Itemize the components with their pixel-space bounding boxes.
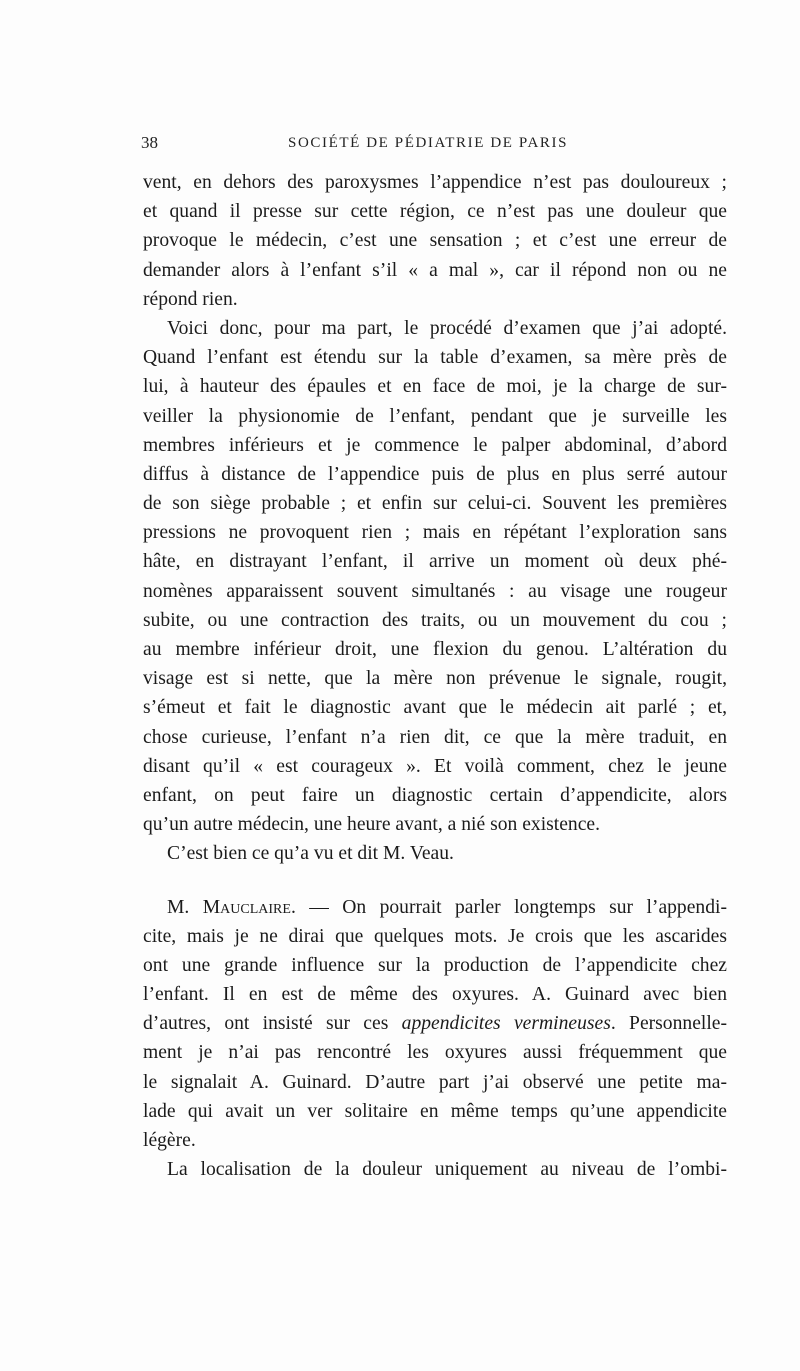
text-line: ont une grande influence sur la production de l’appendicite chez bbox=[143, 954, 727, 976]
text-line: visage est si nette, que la mère non prévenue le signale, rougit, bbox=[143, 668, 727, 690]
text-line: nomènes apparaissent souvent simultanés : au visage une rougeur bbox=[143, 580, 727, 602]
text-line: membres inférieurs et je commence le palper abdominal, d’abord bbox=[143, 434, 727, 456]
text-line: La localisation de la douleur uniquement au niveau de l’ombi- bbox=[167, 1159, 727, 1181]
text-line: lui, à hauteur des épaules et en face de moi, je la charge de sur- bbox=[143, 376, 727, 398]
text-line: au membre inférieur droit, une flexion du genou. L’altération du bbox=[143, 639, 727, 660]
italic-term: appendicites vermineuses bbox=[401, 1013, 611, 1035]
text-line: lade qui avait un ver solitaire en même temps qu’une appendicite bbox=[143, 1100, 727, 1122]
speaker-name: Mauclaire bbox=[202, 896, 291, 918]
text-line: diffus à distance de l’appendice puis de plus en plus serré autour bbox=[143, 463, 727, 485]
text-line: veiller la physionomie de l’enfant, pendant que je surveille les bbox=[143, 405, 727, 427]
text-line: Quand l’enfant est étendu sur la table d’examen, sa mère près de bbox=[143, 347, 727, 369]
text-line: enfant, on peut faire un diagnostic certain d’appendicite, alors bbox=[143, 784, 727, 806]
text-line: cite, mais je ne dirai que quelques mots. Je crois que les ascarides bbox=[143, 925, 727, 947]
running-title: SOCIÉTÉ DE PÉDIATRIE DE PARIS bbox=[288, 135, 569, 151]
text-line-with-italic bbox=[143, 1009, 727, 1038]
text-line: et quand il presse sur cette région, ce n’est pas une douleur que bbox=[143, 201, 727, 223]
text-line: chose curieuse, l’enfant n’a rien dit, ce que la mère traduit, en bbox=[143, 726, 727, 748]
text-line: s’émeut et fait le diagnostic avant que le médecin ait parlé ; et, bbox=[143, 697, 727, 719]
text-line: qu’un autre médecin, une heure avant, a nié son existence. bbox=[143, 814, 600, 836]
text-line: Voici donc, pour ma part, le procédé d’examen que j’ai adopté. bbox=[167, 317, 727, 339]
text-line: provoque le médecin, c’est une sensation ; et c’est une erreur de bbox=[143, 230, 727, 252]
page-number: 38 bbox=[141, 133, 158, 152]
text-fragment: d’autres, ont insisté sur ces bbox=[143, 1013, 402, 1035]
paragraph-gap bbox=[143, 869, 727, 893]
text-line: le signalait A. Guinard. D’autre part j’ai observé une petite ma- bbox=[143, 1071, 727, 1093]
text-line: répond rien. bbox=[143, 288, 238, 310]
text-line: disant qu’il « est courageux ». Et voilà comment, chez le jeune bbox=[143, 755, 727, 777]
text-line: ment je n’ai pas rencontré les oxyures aussi fréquemment que bbox=[143, 1042, 727, 1064]
text-fragment: . Personnelle- bbox=[610, 1013, 727, 1035]
text-line: légère. bbox=[143, 1130, 196, 1151]
speaker-prefix: M. bbox=[167, 896, 203, 918]
text-line: l’enfant. Il en est de même des oxyures. A. Guinard avec bien bbox=[143, 984, 727, 1006]
text-line: C’est bien ce qu’a vu et dit M. Veau. bbox=[167, 843, 454, 865]
speaker-line bbox=[143, 893, 727, 922]
body-text bbox=[143, 168, 727, 1184]
text-line: subite, ou une contraction des traits, ou un mouvement du cou ; bbox=[143, 609, 727, 631]
text-line: de son siège probable ; et enfin sur celui-ci. Souvent les premières bbox=[143, 493, 727, 515]
text-line: demander alors à l’enfant s’il « a mal », car il répond non ou ne bbox=[143, 259, 727, 281]
text-line: vent, en dehors des paroxysmes l’appendice n’est pas douloureux ; bbox=[143, 172, 727, 193]
text-line: hâte, en distrayant l’enfant, il arrive un moment où deux phé- bbox=[143, 551, 727, 573]
page-header bbox=[141, 133, 731, 155]
speaker-text: . — On pourrait parler longtemps sur l’appendi- bbox=[290, 896, 727, 918]
text-line: pressions ne provoquent rien ; mais en répétant l’exploration sans bbox=[143, 522, 727, 544]
